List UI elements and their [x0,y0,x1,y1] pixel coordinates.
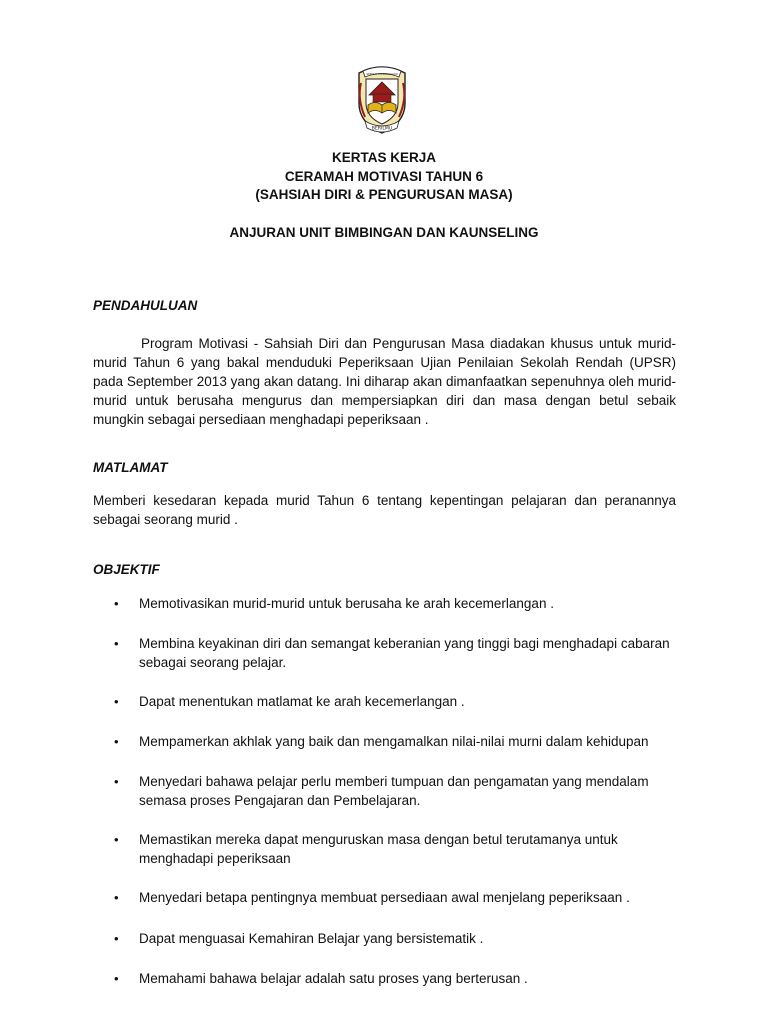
bullet-icon: • [114,596,119,611]
crest-motto: BERILMU [371,126,393,132]
list-item-text: Memahami bahawa belajar adalah satu proses yang berterusan . [139,971,528,986]
doc-title-line-2: CERAMAH MOTIVASI TAHUN 6 [284,169,484,184]
crest-banner-text: SEKOLAH KEBANGSAAN [366,73,398,77]
section-heading-pendahuluan: PENDAHULUAN [93,298,198,313]
list-item [114,888,680,907]
bullet-icon: • [114,931,119,946]
section-heading-matlamat: MATLAMAT [93,460,168,475]
list-item-text: Mempamerkan akhlak yang baik dan mengamalkan nilai-nilai murni dalam kehidupan [139,734,649,749]
section-body-matlamat: Memberi kesedaran kepada murid Tahun 6 tentang kepentingan pelajaran dan peranannya sebagai seorang murid . [93,493,676,527]
list-item [114,929,680,948]
list-item [114,772,680,810]
bullet-icon: • [114,694,119,709]
doc-title-line-3: (SAHSIAH DIRI & PENGURUSAN MASA) [255,187,513,202]
list-item-text: Menyedari bahawa pelajar perlu memberi tumpuan dan pengamatan yang mendalam semasa proses Pengajaran dan Pembelajaran. [139,774,649,808]
list-item-text: Dapat menguasai Kemahiran Belajar yang bersistematik . [139,931,484,946]
list-item-text: Membina keyakinan diri dan semangat keberanian yang tinggi bagi menghadapi cabaran sebagai seorang pelajar. [139,636,670,670]
list-item-text: Dapat menentukan matlamat ke arah kecemerlangan . [139,694,465,709]
list-item [114,969,680,988]
list-item-text: Menyedari betapa pentingnya membuat persediaan awal menjelang peperiksaan . [139,890,630,905]
list-item [114,634,680,672]
bullet-icon: • [114,832,119,847]
list-item-text: Memastikan mereka dapat menguruskan masa dengan betul terutamanya untuk menghadapi peperiksaan [139,832,618,866]
doc-title-line-1: KERTAS KERJA [331,150,436,165]
bullet-icon: • [114,636,119,651]
bullet-icon: • [114,971,119,986]
list-item [114,830,680,868]
list-item [114,732,680,751]
section-body-pendahuluan: Program Motivasi - Sahsiah Diri dan Pengurusan Masa diadakan khusus untuk murid-murid Tahun 6 yang bakal menduduki Peperiksaan Ujian Penilaian Sekolah Rendah (UPSR) pada September 2013 yang akan datang. Ini diharap akan dimanfaatkan sepenuhnya oleh murid-murid untuk berusaha mengurus dan mempersiapkan diri dan masa dengan betul sebaik mungkin sebagai persediaan menghadapi peperiksaan . [93,336,676,427]
bullet-icon: • [114,734,119,749]
bullet-icon: • [114,890,119,905]
list-item-text: Memotivasikan murid-murid untuk berusaha ke arah kecemerlangan . [139,596,554,611]
section-heading-objektif: OBJEKTIF [93,562,160,577]
bullet-icon: • [114,774,119,789]
list-item [114,594,680,613]
doc-organizer: ANJURAN UNIT BIMBINGAN DAN KAUNSELING [229,225,539,240]
list-item [114,692,680,711]
